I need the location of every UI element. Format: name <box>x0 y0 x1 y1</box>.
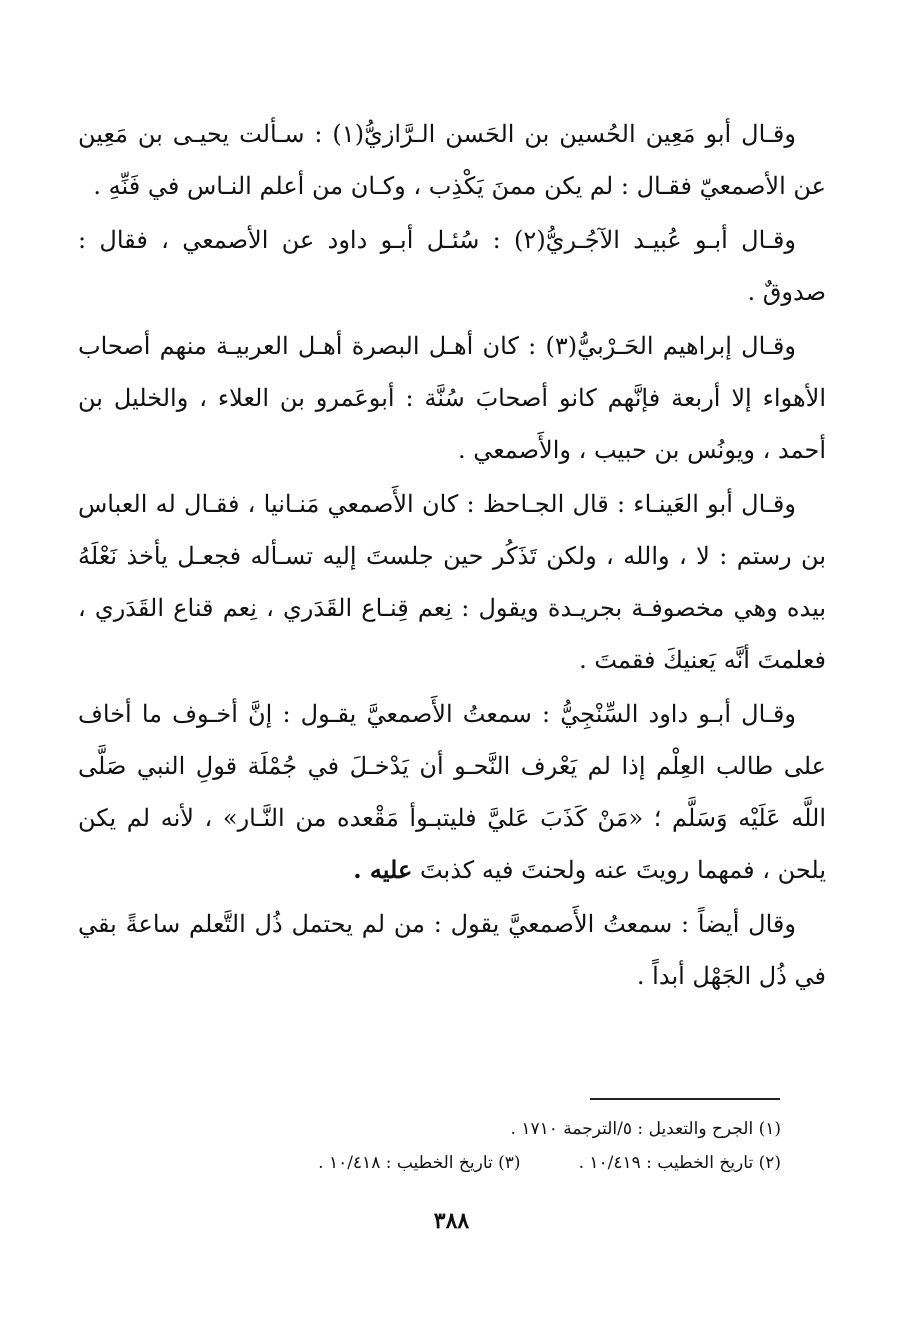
footnote-2: (٢) تاريخ الخطيب : ١٠/٤١٩ . <box>578 1153 781 1173</box>
paragraph-3 <box>78 320 826 476</box>
paragraph-2-text: وقـال أبـو عُبيـد الآجُـريُّ(٢) : سُئـل أبـو داود عن الأصمعي ، فقال : صدوقٌ . <box>78 226 826 306</box>
paragraph-3-text: وقـال إبراهيم الحَـرْبيُّ(٣) : كان أهـل البصرة أهـل العربيـة منهم أصحاب الأهواء إلا أربعة فإنَّهم كانو أصحابَ سُنَّة : أبوعَمرو بن العلاء ، والخليل بن أحمد ، ويونُس بن حبيب ، والأَصمعي . <box>78 332 826 464</box>
page-number: ٣٨٨ <box>433 1208 470 1234</box>
paragraph-5 <box>78 688 826 896</box>
footnote-divider <box>590 1098 780 1100</box>
footnote-line-2 <box>101 1146 781 1180</box>
footnote-3: (٣) تاريخ الخطيب : ١٠/٤١٨ . <box>318 1153 521 1173</box>
paragraph-5-tail: عليه . <box>353 855 413 884</box>
paragraph-2 <box>78 214 826 318</box>
paragraph-6 <box>78 898 826 1002</box>
paragraph-5-text: وقـال أبـو داود السِّنْجِيُّ : سمعتُ الأَصمعيَّ يقـول : إنَّ أخـوف ما أخاف على طالب العِلْم إذا لم يَعْرف النَّحـو أن يَدْخـلَ في جُمْلَة قولِ النبي صَلَّى اللَّه عَلَيْه وَسَلَّم ؛ «مَنْ كَذَبَ عَليَّ فليتبـوأ مَقْعده من النَّـار» ، لأنه لم يكن يلحن ، فمهما رويتَ عنه ولحنتَ فيه كذبتَ <box>78 700 827 884</box>
footnotes <box>101 1112 781 1180</box>
paragraph-4-text: وقـال أبو العَينـاء : قال الجـاحظ : كان الأَصمعي مَنـانيا ، فقـال له العباس بن رستم : لا ، والله ، ولكن تَذَكُر حين جلستَ إليه تسـأله فجعـل يأخذ نَعْلَهُ بيده وهي مخصوفـة بجريـدة ويقول : نِعم قِنـاع القَدَري ، نِعم قناع القَدَري ، فعلمتَ أنَّه يَعنيكَ فقمتَ . <box>78 490 826 674</box>
paragraph-1 <box>78 108 826 212</box>
paragraph-1-text: وقـال أبو مَعِين الحُسين بن الحَسن الـرَّازيُّ(١) : سـألت يحيـى بن مَعِين عن الأصمعيّ فقـال : لم يكن ممنَ يَكْذِب ، وكـان من أعلم النـاس في فَنِّهِ . <box>78 120 826 200</box>
paragraph-4 <box>78 478 826 686</box>
paragraph-6-text: وقال أيضاً : سمعتُ الأَصمعيَّ يقول : من لم يحتمل ذُل التَّعلم ساعةً بقي في ذُل الجَهْل أبداً . <box>78 910 826 990</box>
page-body <box>78 108 826 1004</box>
footnote-line-1 <box>101 1112 781 1146</box>
footnote-1: (١) الجرح والتعديل : ٥/الترجمة ١٧١٠ . <box>510 1119 781 1139</box>
